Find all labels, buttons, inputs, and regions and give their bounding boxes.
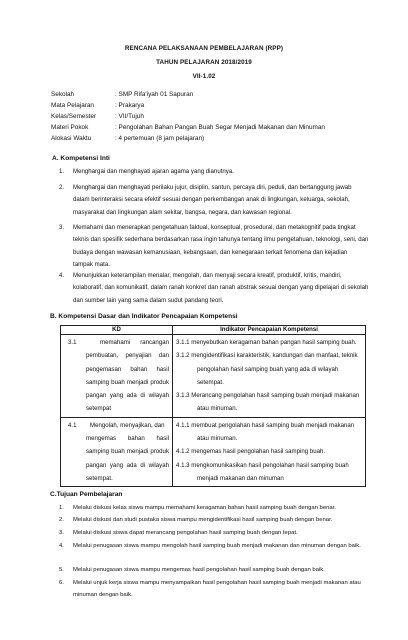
list-item	[59, 166, 369, 178]
table-row	[61, 335, 366, 418]
list-number: 3.	[59, 530, 64, 536]
identity-label: Materi Pokok	[51, 124, 89, 131]
list-text: Melalui penugasan siswa mampu mengolah hasil samping buah menjadi makanan dan minuman dengan baik.	[73, 543, 361, 549]
identity-label: Sekolah	[51, 91, 75, 98]
indicator-cell	[173, 417, 366, 486]
list-number: 3.	[59, 224, 65, 231]
indicator-item: 4.1.3 mengkomunikasikan hasil pengolahan hasil samping buah menjadi makanan dan minuman	[176, 461, 349, 482]
column-header-indicators: Indikator Pencapaian Kompetensi	[173, 326, 366, 335]
list-item	[59, 540, 369, 552]
identity-value: : VII/Tujuh	[115, 113, 144, 120]
identity-value: : SMP Rifa'iyah 01 Sapuran	[115, 91, 194, 98]
list-text: Menghargai dan menghayati ajaran agama yang dianutnya.	[73, 168, 234, 175]
list-item	[59, 564, 369, 576]
section-b-title: B. Kompetensi Dasar dan Indikator Pencapaian Kompetensi	[50, 313, 238, 320]
indicator-item: 3.1.1 menyebutkan keragaman bahan pangan hasil samping buah.	[176, 339, 357, 346]
identity-value: : Prakarya	[115, 102, 145, 109]
list-text: Melalui diskusi dan studi pustaka siswa mampu mengidentifikasi hasil samping buah dengan benar.	[73, 517, 333, 523]
kd-first-word: rancangan	[140, 339, 169, 346]
list-item	[59, 182, 369, 219]
kd-text: mengemas bahan hasil samping buah menjadi produk pangan yang ada di wilayah setempat.	[86, 435, 169, 482]
list-text: Melalui penugasan siswa mampu mengemas hasil pengolahan hasil samping buah dengan baik.	[73, 567, 325, 573]
list-item	[59, 270, 369, 307]
list-item	[59, 514, 369, 526]
indicator-item: 4.1.1 membuat pengolahan hasil samping buah menjadi makanan atau minuman.	[176, 421, 355, 443]
indicator-item: 3.1.3 Merancang pengolahan hasil samping buah menjadi makanan atau minuman.	[176, 392, 360, 413]
list-number: 1.	[59, 168, 65, 175]
indicator-item: 3.1.2 mengidentifikasi karakteristik, kandungan dan manfaat, teknik pengolahan hasil samping buah yang ada di wilayah setempat.	[176, 352, 358, 386]
list-text: Melalui diskusi kelas siswa mampu memahami keragaman bahan hasil samping buah dengan benar.	[73, 505, 336, 511]
list-text: Menghargai dan menghayati perilaku jujur, disiplin, santun, percaya diri, peduli, dan bertanggung jawab dalam berinteraksi secara efektif sesuai dengan perkembangan anak di lingkungan, keluarga, sekolah, masyarakat dan lingkungan alam sekitar, bangsa, negara, dan kawasan regional.	[73, 184, 352, 216]
list-item	[59, 527, 369, 539]
kd-number: 3.1	[68, 339, 77, 346]
list-item	[59, 502, 369, 514]
competency-table	[60, 325, 366, 487]
section-c-title: C.Tujuan Pembelajaran	[50, 491, 123, 498]
list-number: 4.	[59, 272, 65, 279]
list-number: 6.	[59, 580, 64, 586]
kd-cell	[61, 335, 173, 418]
identity-label: Alokasi Waktu	[51, 135, 92, 142]
grade-code: VII-1.02	[192, 73, 216, 80]
list-number: 4.	[59, 543, 64, 549]
indicator-cell	[173, 335, 366, 418]
academic-year: TAHUN PELAJARAN 2018/2019	[156, 59, 252, 66]
table-header-row	[61, 326, 366, 335]
table-row	[61, 417, 366, 486]
identity-label: Mata Pelajaran	[51, 102, 94, 109]
kd-first-word: memahami	[100, 339, 131, 346]
kd-first-line	[64, 419, 169, 432]
identity-value: : 4 pertemuan (8 jam pelajaran)	[115, 135, 205, 142]
list-number: 1.	[59, 505, 64, 511]
kd-number: 4.1	[68, 421, 77, 429]
column-header-kd: KD	[61, 326, 173, 335]
list-item	[59, 222, 369, 271]
kd-first-line	[64, 336, 169, 349]
list-number: 5.	[59, 567, 64, 573]
kd-first-word: Mengolah, menyajikan, dan	[90, 421, 165, 429]
list-item	[59, 577, 369, 602]
list-number: 2.	[59, 184, 65, 191]
list-text: Melalui unjuk kerja siswa mampu menyampaikan hasil pengolahan hasil samping buah menjadi makanan atau minuman dengan baik.	[73, 580, 361, 599]
list-number: 2.	[59, 517, 64, 523]
kd-text: pembuatan, penyajian dan pengemasan bahan hasil samping buah menjadi produk pangan yang ada di wilayah setempat	[86, 352, 169, 413]
list-text: Menunjukkan keterampilan menalar, mengolah, dan menyaji secara kreatif, produktif, kritis, mandiri, kolaboratif, dan komunikatif, dalam ranah konkret dan ranah abstrak sesuai dengan yang dipelajari di sekolah dan sumber lain yang sama dalam sudut pandang teori.	[73, 272, 369, 304]
identity-value: : Pengolahan Bahan Pangan Buah Segar Menjadi Makanan dan Minuman	[115, 124, 325, 131]
section-a-title: A. Kompetensi Inti	[52, 155, 110, 162]
identity-label: Kelas/Semester	[51, 113, 97, 120]
indicator-item: 4.1.2 mengemas hasil pengolahan hasil samping buah.	[176, 448, 326, 456]
document-title: RENCANA PELAKSANAAN PEMBELAJARAN (RPP)	[124, 45, 284, 52]
list-text: Memahami dan menerapkan pengetahuan faktual, konseptual, prosedural, dan metakognitif pada tingkat teknis dan spesifik sederhana berdasarkan rasa ingin tahunya tentang ilmu pengetahuan, teknologi, seni, dan budaya dengan wawasan kemanusiaan, kebangsaan, dan kenegaraan terkait fenomena dan kejadian tampak mata.	[73, 224, 369, 268]
list-text: Melalui diskusi siswa dapat merancang pengolahan hasil samping buah dengan tepat.	[73, 530, 298, 536]
kd-cell	[61, 417, 173, 486]
